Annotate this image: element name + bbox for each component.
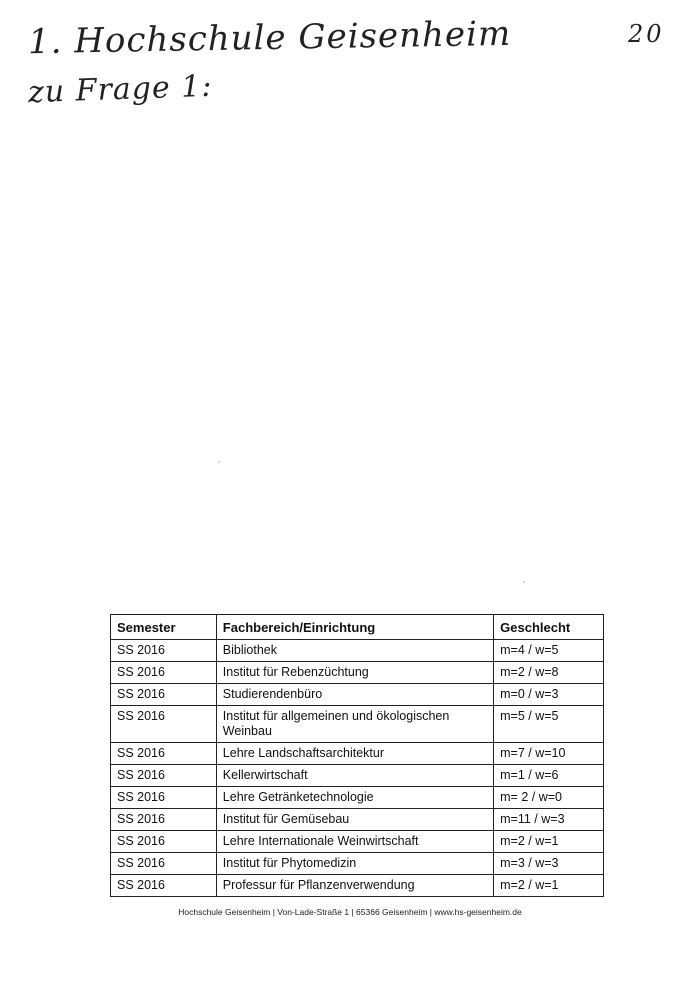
survey-table <box>110 614 604 897</box>
semester-cell: SS 2016 <box>111 853 217 875</box>
geschlecht-cell: m=5 / w=5 <box>494 706 604 743</box>
table-row <box>111 809 604 831</box>
semester-cell: SS 2016 <box>111 640 217 662</box>
table-row <box>111 787 604 809</box>
fachbereich-cell: Institut für Phytomedizin <box>216 853 493 875</box>
semester-cell: SS 2016 <box>111 684 217 706</box>
table-row <box>111 640 604 662</box>
handwritten-title: 1. Hochschule Geisenheim <box>27 13 512 63</box>
table-row <box>111 662 604 684</box>
fachbereich-cell: Institut für Rebenzüchtung <box>216 662 493 684</box>
fachbereich-cell: Lehre Landschaftsarchitektur <box>216 743 493 765</box>
fachbereich-cell: Professur für Pflanzenverwendung <box>216 875 493 897</box>
table-row <box>111 706 604 743</box>
table-row <box>111 684 604 706</box>
semester-cell: SS 2016 <box>111 809 217 831</box>
geschlecht-cell: m=11 / w=3 <box>494 809 604 831</box>
semester-cell: SS 2016 <box>111 875 217 897</box>
page-footer: Hochschule Geisenheim | Von-Lade-Straße 1 | 65366 Geisenheim | www.hs-geisenheim.de <box>178 907 522 917</box>
header-geschlecht: Geschlecht <box>494 615 604 640</box>
semester-cell: SS 2016 <box>111 662 217 684</box>
semester-cell: SS 2016 <box>111 743 217 765</box>
geschlecht-cell: m=3 / w=3 <box>494 853 604 875</box>
table-body <box>111 640 604 897</box>
geschlecht-cell: m=2 / w=1 <box>494 875 604 897</box>
geschlecht-cell: m=0 / w=3 <box>494 684 604 706</box>
header-fachbereich: Fachbereich/Einrichtung <box>216 615 493 640</box>
header-semester: Semester <box>111 615 217 640</box>
fachbereich-cell: Bibliothek <box>216 640 493 662</box>
table-row <box>111 853 604 875</box>
fachbereich-cell: Lehre Getränketechnologie <box>216 787 493 809</box>
geschlecht-cell: m=7 / w=10 <box>494 743 604 765</box>
geschlecht-cell: m=2 / w=1 <box>494 831 604 853</box>
fachbereich-cell: Lehre Internationale Weinwirtschaft <box>216 831 493 853</box>
semester-cell: SS 2016 <box>111 706 217 743</box>
table-row <box>111 831 604 853</box>
scan-speck <box>218 461 220 463</box>
handwritten-page-number: 20 <box>628 20 665 48</box>
geschlecht-cell: m=1 / w=6 <box>494 765 604 787</box>
semester-cell: SS 2016 <box>111 765 217 787</box>
scan-speck <box>523 581 525 583</box>
handwritten-subtitle: zu Frage 1: <box>27 68 213 111</box>
geschlecht-cell: m= 2 / w=0 <box>494 787 604 809</box>
table-row <box>111 743 604 765</box>
table-row <box>111 875 604 897</box>
semester-cell: SS 2016 <box>111 831 217 853</box>
semester-cell: SS 2016 <box>111 787 217 809</box>
fachbereich-cell: Studierendenbüro <box>216 684 493 706</box>
geschlecht-cell: m=2 / w=8 <box>494 662 604 684</box>
fachbereich-cell: Institut für Gemüsebau <box>216 809 493 831</box>
fachbereich-cell: Institut für allgemeinen und ökologischen Weinbau <box>216 706 493 743</box>
geschlecht-cell: m=4 / w=5 <box>494 640 604 662</box>
fachbereich-cell: Kellerwirtschaft <box>216 765 493 787</box>
table-row <box>111 765 604 787</box>
table-header-row <box>111 615 604 640</box>
